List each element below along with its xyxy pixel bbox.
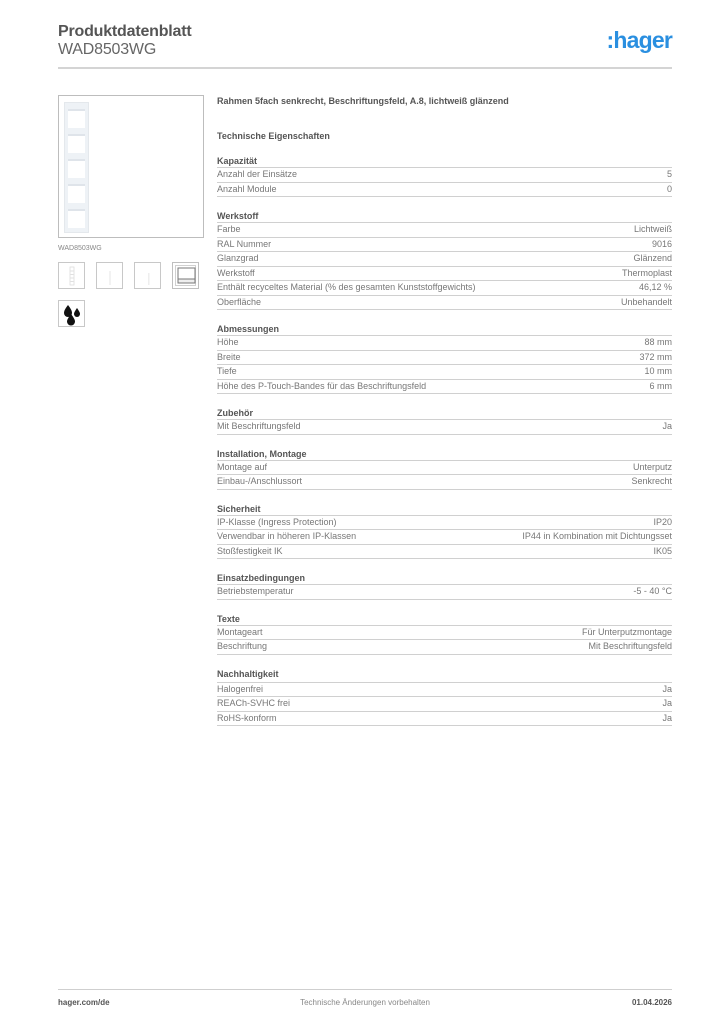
row-value: Ja xyxy=(662,683,672,694)
label-field-thumb-icon[interactable] xyxy=(172,262,199,289)
table-row xyxy=(217,296,672,311)
row-value: 88 mm xyxy=(644,337,672,348)
table-row xyxy=(217,461,672,476)
table-row xyxy=(217,640,672,655)
page-header xyxy=(58,20,672,70)
table-row xyxy=(217,365,672,380)
group-installation xyxy=(217,449,672,490)
table-row xyxy=(217,351,672,366)
table-row xyxy=(217,267,672,282)
group-title: Werkstoff xyxy=(217,211,672,223)
row-value: 5 xyxy=(666,169,672,180)
row-label: RAL Nummer xyxy=(217,238,272,249)
row-value: Glänzend xyxy=(633,253,672,264)
group-title: Kapazität xyxy=(217,156,672,168)
group-title: Installation, Montage xyxy=(217,449,672,461)
product-media xyxy=(58,95,206,253)
row-label: Tiefe xyxy=(217,366,237,377)
row-label: Stoßfestigkeit IK xyxy=(217,545,283,556)
table-row xyxy=(217,516,672,531)
row-label: REACh-SVHC frei xyxy=(217,698,291,709)
row-label: Halogenfrei xyxy=(217,683,264,694)
table-row xyxy=(217,585,672,600)
table-row xyxy=(217,238,672,253)
table-row xyxy=(217,281,672,296)
water-drops-icon xyxy=(58,300,85,327)
hager-logo: :hager xyxy=(606,27,672,53)
row-label: Glanzgrad xyxy=(217,253,259,264)
row-value: Ja xyxy=(662,698,672,709)
group-title: Einsatzbedingungen xyxy=(217,573,672,585)
table-row xyxy=(217,475,672,490)
row-value: Unterputz xyxy=(632,461,672,472)
row-label: Anzahl Module xyxy=(217,183,277,194)
row-label: Breite xyxy=(217,351,241,362)
row-label: Verwendbar in höheren IP-Klassen xyxy=(217,531,357,542)
row-value: 6 mm xyxy=(649,380,672,391)
image-caption: WAD8503WG xyxy=(58,245,102,252)
group-werkstoff xyxy=(217,211,672,310)
frame-blank-thumb-icon[interactable] xyxy=(96,262,123,289)
frame-illustration xyxy=(64,102,89,233)
group-nachhaltigkeit xyxy=(217,669,672,727)
table-row xyxy=(217,697,672,712)
group-title: Nachhaltigkeit xyxy=(217,669,672,683)
row-label: Betriebstemperatur xyxy=(217,586,294,597)
row-label: Oberfläche xyxy=(217,296,262,307)
row-label: IP-Klasse (Ingress Protection) xyxy=(217,516,337,527)
table-row xyxy=(217,183,672,198)
row-value: IP44 in Kombination mit Dichtungsset xyxy=(522,531,672,542)
row-label: Anzahl der Einsätze xyxy=(217,169,298,180)
row-value: Unbehandelt xyxy=(620,296,672,307)
row-label: Beschriftung xyxy=(217,641,268,652)
group-title: Zubehör xyxy=(217,408,672,420)
frame-cell xyxy=(68,184,85,203)
row-label: Montageart xyxy=(217,626,263,637)
group-sicherheit xyxy=(217,504,672,560)
row-value: 372 mm xyxy=(639,351,672,362)
row-label: Einbau-/Anschlussort xyxy=(217,476,303,487)
table-row xyxy=(217,223,672,238)
row-label: Mit Beschriftungsfeld xyxy=(217,421,301,432)
row-value: IP20 xyxy=(653,516,672,527)
row-value: IK05 xyxy=(653,545,672,556)
row-label: RoHS-konform xyxy=(217,712,277,723)
table-row xyxy=(217,252,672,267)
row-value: Senkrecht xyxy=(631,476,672,487)
row-label: Höhe xyxy=(217,337,239,348)
table-row xyxy=(217,168,672,183)
row-value: 10 mm xyxy=(644,366,672,377)
table-row xyxy=(217,380,672,395)
section-title-technical: Technische Eigenschaften xyxy=(217,131,330,141)
row-label: Werkstoff xyxy=(217,267,255,278)
group-title: Texte xyxy=(217,614,672,626)
row-value: Für Unterputzmontage xyxy=(581,626,672,637)
group-kapazitaet xyxy=(217,156,672,197)
frame-vertical-thumb-icon[interactable] xyxy=(58,262,85,289)
frame-cell xyxy=(68,159,85,178)
group-title: Abmessungen xyxy=(217,324,672,336)
table-row xyxy=(217,420,672,435)
row-value: Ja xyxy=(662,421,672,432)
row-label: Montage auf xyxy=(217,461,268,472)
page-footer xyxy=(58,998,672,1010)
footer-website-link[interactable]: hager.com/de xyxy=(58,998,110,1007)
row-label: Enthält recyceltes Material (% des gesamten Kunststoffgewichts) xyxy=(217,282,476,293)
product-details xyxy=(217,96,672,726)
frame-cell xyxy=(68,209,85,228)
table-row xyxy=(217,626,672,641)
group-zubehoer xyxy=(217,408,672,435)
page-title: Produktdatenblatt xyxy=(58,23,192,40)
product-number: WAD8503WG xyxy=(58,41,157,58)
row-value: Thermoplast xyxy=(621,267,672,278)
row-value: -5 - 40 °C xyxy=(633,586,672,597)
row-value: Mit Beschriftungsfeld xyxy=(588,641,672,652)
frame-side-thumb-icon[interactable] xyxy=(134,262,161,289)
table-row xyxy=(217,683,672,698)
footer-divider xyxy=(58,989,672,990)
group-title: Sicherheit xyxy=(217,504,672,516)
row-label: Farbe xyxy=(217,224,241,235)
group-abmessungen xyxy=(217,324,672,394)
row-value: Ja xyxy=(662,712,672,723)
header-divider xyxy=(58,67,672,69)
product-description: Rahmen 5fach senkrecht, Beschriftungsfeld, A.8, lichtweiß glänzend xyxy=(217,96,509,106)
row-value: 9016 xyxy=(651,238,672,249)
group-einsatzbedingungen xyxy=(217,573,672,600)
table-row xyxy=(217,712,672,727)
table-row xyxy=(217,336,672,351)
footer-date: 01.04.2026 xyxy=(631,998,672,1007)
product-image[interactable] xyxy=(58,95,204,238)
row-value: 46,12 % xyxy=(638,282,672,293)
frame-cell xyxy=(68,109,85,128)
row-value: 0 xyxy=(666,183,672,194)
table-row xyxy=(217,530,672,545)
row-value: Lichtweiß xyxy=(633,224,672,235)
frame-cell xyxy=(68,134,85,153)
table-row xyxy=(217,545,672,560)
row-label: Höhe des P-Touch-Bandes für das Beschriftungsfeld xyxy=(217,380,427,391)
group-texte xyxy=(217,614,672,655)
thumbnail-row xyxy=(58,262,208,290)
footer-notice: Technische Änderungen vorbehalten xyxy=(300,998,430,1007)
